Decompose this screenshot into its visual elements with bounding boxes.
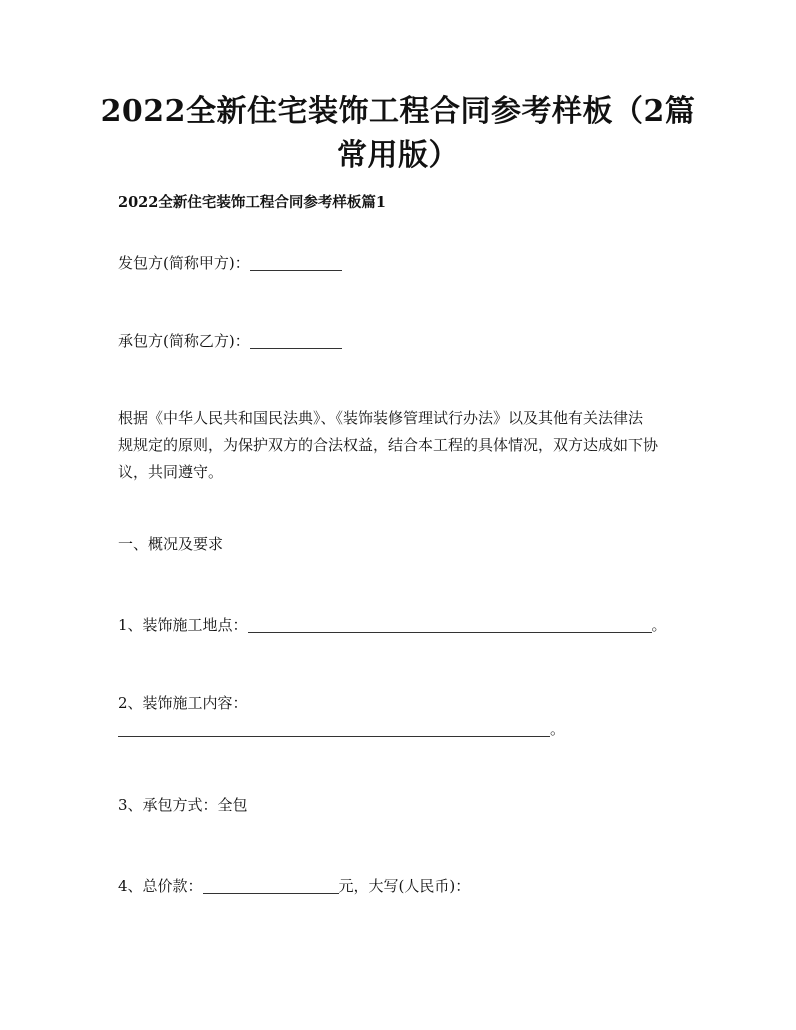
party-a-blank [250, 254, 342, 271]
item-4-line [118, 873, 688, 899]
party-b-line [118, 328, 688, 354]
item-2-blank [118, 720, 550, 737]
item-4-label: 4、总价款： [118, 877, 203, 895]
section-subtitle: 2022全新住宅装饰工程合同参考样板篇1 [118, 194, 386, 211]
item-2-label: 2、装饰施工内容： [118, 694, 248, 712]
party-b-blank [250, 332, 342, 349]
item-1-line [118, 612, 688, 638]
preamble-line-3: 议，共同遵守。 [118, 463, 224, 481]
preamble-paragraph [118, 405, 690, 486]
document-title-line-2: 常用版） [337, 138, 459, 173]
preamble-line-1: 根据《中华人民共和国民法典》、《装饰装修管理试行办法》以及其他有关法律法 [118, 409, 644, 427]
party-b-label: 承包方(简称乙方)： [118, 332, 250, 350]
preamble-line-2: 规规定的原则，为保护双方的合法权益，结合本工程的具体情况，双方达成如下协 [118, 436, 659, 454]
party-a-label: 发包方(简称甲方)： [118, 254, 250, 272]
item-2-blank-line [118, 716, 688, 742]
item-2-end: 。 [550, 720, 566, 738]
section-1-heading: 一、概况及要求 [118, 535, 224, 553]
party-a-line [118, 250, 688, 276]
item-1-end: 。 [651, 616, 667, 634]
item-3-line: 3、承包方式：全包 [118, 796, 248, 814]
item-1-blank [248, 616, 652, 633]
item-4-middle: 元，大写(人民币)： [338, 877, 471, 895]
document-title-line-1: 2022全新住宅装饰工程合同参考样板（2篇 [100, 94, 696, 129]
item-1-label: 1、装饰施工地点： [118, 616, 248, 634]
item-4-blank [203, 877, 339, 894]
